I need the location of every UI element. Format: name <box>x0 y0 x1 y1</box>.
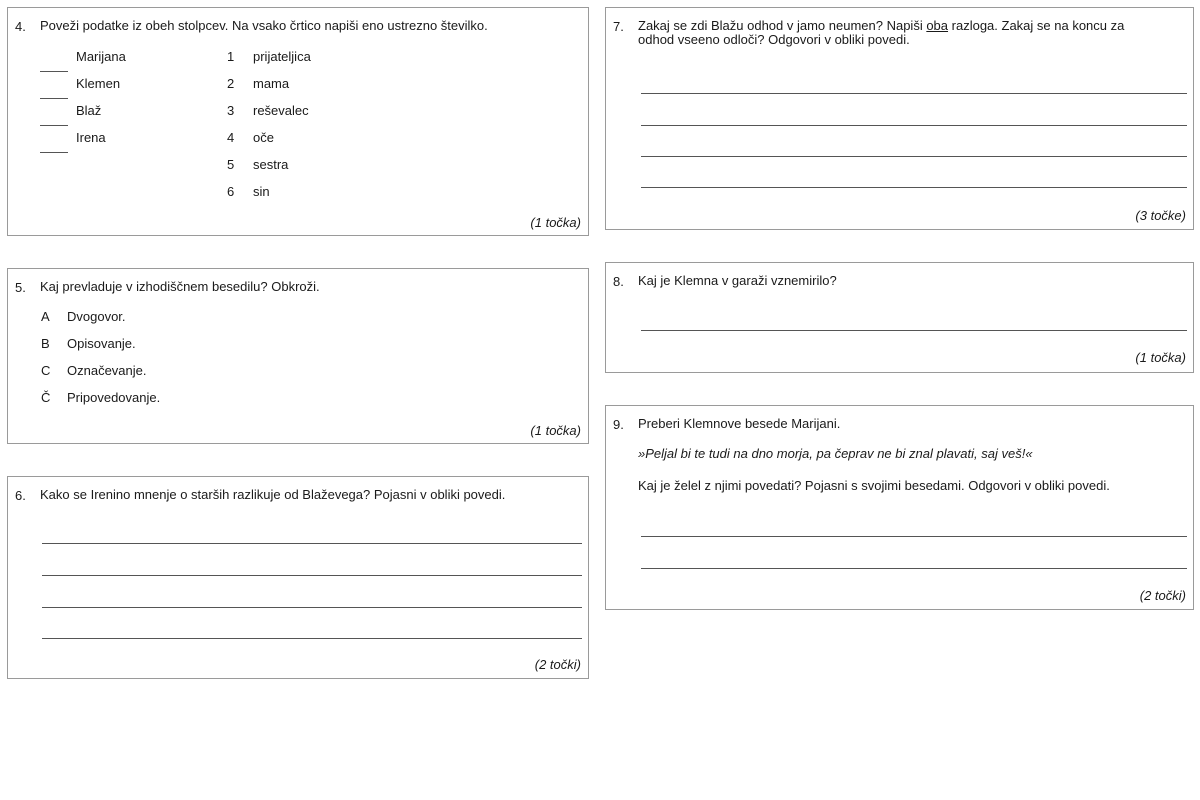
question-5-box <box>7 268 589 444</box>
left-item-blaz: Blaž <box>76 103 102 118</box>
answer-line[interactable] <box>641 568 1187 569</box>
question-9-number: 9. <box>613 417 624 432</box>
question-9-box <box>605 405 1194 610</box>
points-label: (2 točki) <box>534 657 581 672</box>
question-5-text: Kaj prevladuje v izhodiščnem besedilu? Obkroži. <box>40 279 320 294</box>
option-dvogovor[interactable]: Dvogovor. <box>67 309 126 324</box>
right-item-number: 3 <box>227 103 235 118</box>
right-item-number: 2 <box>227 76 235 91</box>
right-item-number: 5 <box>227 157 235 172</box>
question-7-underlined-word: oba <box>926 18 949 33</box>
right-item-number: 4 <box>227 130 235 145</box>
right-item-label: sin <box>253 184 270 199</box>
answer-line[interactable] <box>42 575 582 576</box>
question-9-text: Preberi Klemnove besede Marijani. <box>638 416 841 431</box>
answer-line[interactable] <box>42 638 582 639</box>
question-5-number: 5. <box>15 280 26 295</box>
left-item-klemen: Klemen <box>76 76 121 91</box>
question-8-text: Kaj je Klemna v garaži vznemirilo? <box>638 273 837 288</box>
points-label: (3 točke) <box>1135 208 1186 223</box>
question-4-number: 4. <box>15 19 26 34</box>
question-7-number: 7. <box>613 19 624 34</box>
option-letter-a[interactable]: A <box>41 309 50 324</box>
right-item-number: 1 <box>227 49 235 64</box>
answer-line[interactable] <box>42 607 582 608</box>
answer-blank-marijana[interactable] <box>40 71 68 72</box>
points-label: (2 točki) <box>1139 588 1186 603</box>
answer-line[interactable] <box>641 536 1187 537</box>
question-7-text-part2: razloga. Zakaj se na koncu za <box>948 18 1125 33</box>
question-8-box <box>605 262 1194 373</box>
question-9-question: Kaj je želel z njimi povedati? Pojasni s svojimi besedami. Odgovori v obliki povedi. <box>638 478 1110 493</box>
answer-blank-blaz[interactable] <box>40 125 68 126</box>
question-7-text-line2: odhod vseeno odloči? Odgovori v obliki povedi. <box>638 32 910 47</box>
points-label: (1 točka) <box>1135 350 1186 365</box>
question-6-text: Kako se Irenino mnenje o starših razlikuje od Blaževega? Pojasni v obliki povedi. <box>40 487 506 502</box>
answer-line[interactable] <box>641 156 1187 157</box>
right-item-label: oče <box>253 130 274 145</box>
question-9-quote: »Peljal bi te tudi na dno morja, pa čeprav ne bi znal plavati, saj veš!« <box>638 446 1033 461</box>
points-label: (1 točka) <box>530 215 581 230</box>
answer-blank-irena[interactable] <box>40 152 68 153</box>
answer-line[interactable] <box>641 93 1187 94</box>
question-8-number: 8. <box>613 274 624 289</box>
option-opisovanje[interactable]: Opisovanje. <box>67 336 136 351</box>
right-item-number: 6 <box>227 184 235 199</box>
right-item-label: sestra <box>253 157 289 172</box>
left-item-marijana: Marijana <box>76 49 126 64</box>
question-7-box <box>605 7 1194 230</box>
question-4-text: Poveži podatke iz obeh stolpcev. Na vsako črtico napiši eno ustrezno številko. <box>40 18 488 33</box>
right-item-label: prijateljica <box>253 49 311 64</box>
answer-blank-klemen[interactable] <box>40 98 68 99</box>
answer-line[interactable] <box>641 125 1187 126</box>
option-letter-c[interactable]: C <box>41 363 51 378</box>
points-label: (1 točka) <box>530 423 581 438</box>
answer-line[interactable] <box>641 187 1187 188</box>
option-oznacevanje[interactable]: Označevanje. <box>67 363 147 378</box>
answer-line[interactable] <box>641 330 1187 331</box>
question-4-box <box>7 7 589 236</box>
question-7-text <box>638 19 1124 47</box>
question-7-text-part1: Zakaj se zdi Blažu odhod v jamo neumen? Napiši <box>638 18 927 33</box>
answer-line[interactable] <box>42 543 582 544</box>
right-item-label: reševalec <box>253 103 309 118</box>
question-6-box <box>7 476 589 679</box>
question-6-number: 6. <box>15 488 26 503</box>
option-letter-cc[interactable]: Č <box>41 390 51 405</box>
option-letter-b[interactable]: B <box>41 336 50 351</box>
right-item-label: mama <box>253 76 290 91</box>
option-pripovedovanje[interactable]: Pripovedovanje. <box>67 390 161 405</box>
left-item-irena: Irena <box>76 130 106 145</box>
